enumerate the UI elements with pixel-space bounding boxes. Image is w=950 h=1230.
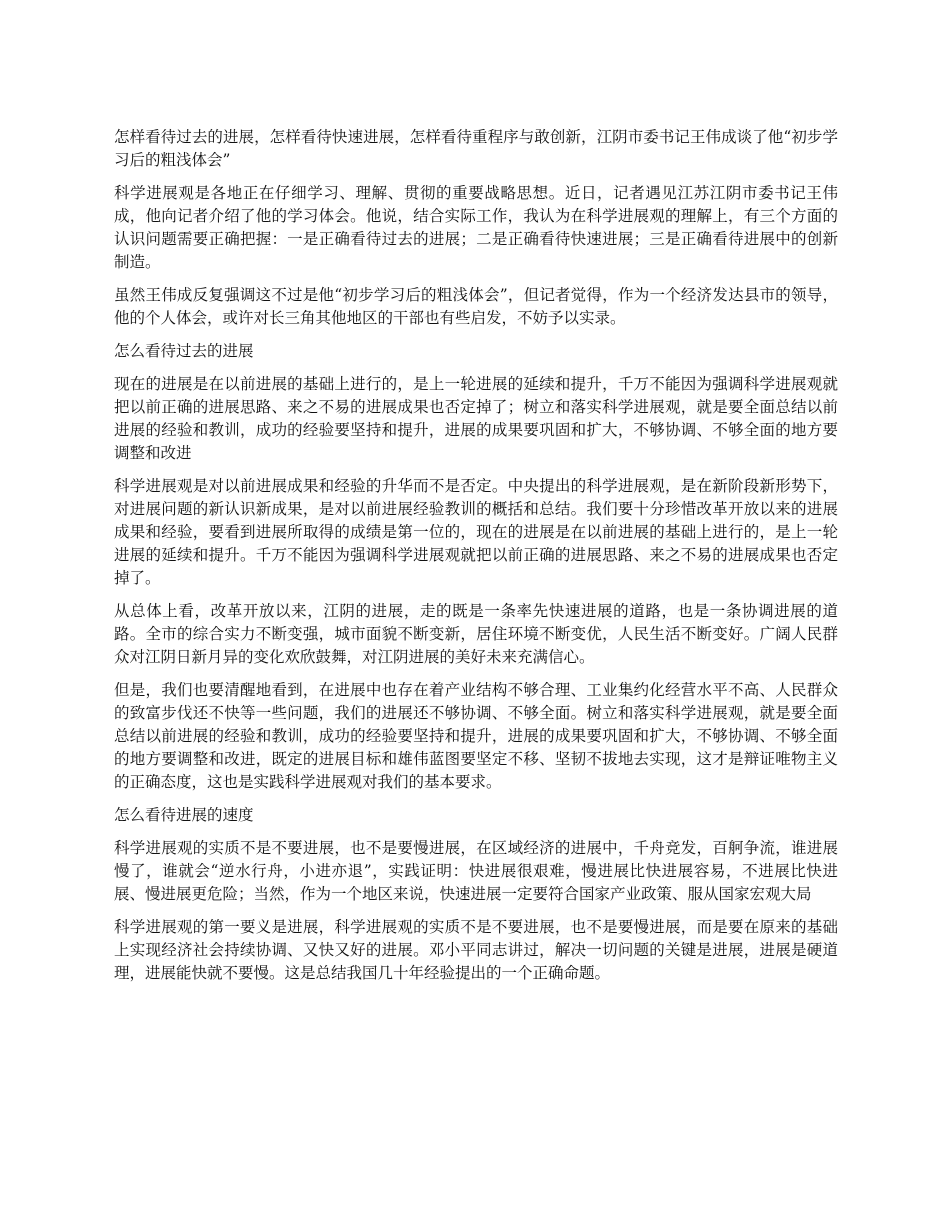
article-lead: 怎样看待过去的进展，怎样看待快速进展，怎样看待重程序与敢创新，江阴市委书记王伟成谈了他“初步学习后的粗浅体会” [114,128,838,169]
paragraph: 科学进展观是各地正在仔细学习、理解、贯彻的重要战略思想。近日，记者遇见江苏江阴市委书记王伟成，他向记者介绍了他的学习体会。他说，结合实际工作，我认为在科学进展观的理解上，有三个方面的认识问题需要正确把握：一是正确看待过去的进展；二是正确看待快速进展；三是正确看待进展中的创新制造。 [114,184,838,271]
document-body [114,126,838,995]
section-heading-past-progress: 怎么看待过去的进展 [114,342,254,360]
paragraph: 现在的进展是在以前进展的基础上进行的，是上一轮进展的延续和提升，千万不能因为强调科学进展观就把以前正确的进展思路、来之不易的进展成果也否定掉了；树立和落实科学进展观，就是要全面总结以前进展的经验和教训，成功的经验要坚持和提升，进展的成果要巩固和扩大，不够协调、不够全面的地方要调整和改进 [114,375,838,462]
paragraph: 科学进展观的实质不是不要进展，也不是要慢进展，在区域经济的进展中，千舟竞发，百舸争流，谁进展慢了，谁就会“逆水行舟，小进亦退”，实践证明：快进展很艰难，慢进展比快进展容易，不进展比快进展、慢进展更危险；当然，作为一个地区来说，快速进展一定要符合国家产业政策、服从国家宏观大局 [114,839,838,903]
paragraph: 科学进展观是对以前进展成果和经验的升华而不是否定。中央提出的科学进展观，是在新阶段新形势下，对进展问题的新认识新成果，是对以前进展经验教训的概括和总结。我们要十分珍惜改革开放以来的进展成果和经验，要看到进展所取得的成绩是第一位的，现在的进展是在以前进展的基础上进行的，是上一轮进展的延续和提升。千万不能因为强调科学进展观就把以前正确的进展思路、来之不易的进展成果也否定掉了。 [114,477,838,587]
paragraph: 从总体上看，改革开放以来，江阴的进展，走的既是一条率先快速进展的道路，也是一条协调进展的道路。全市的综合实力不断变强，城市面貌不断变新，居住环境不断变优，人民生活不断变好。广阔人民群众对江阴日新月异的变化欢欣鼓舞，对江阴进展的美好未来充满信心。 [114,602,838,666]
paragraph: 科学进展观的第一要义是进展，科学进展观的实质不是不要进展，也不是要慢进展，而是要在原来的基础上实现经济社会持续协调、又快又好的进展。邓小平同志讲过，解决一切问题的关键是进展，进展是硬道理，进展能快就不要慢。这是总结我国几十年经验提出的一个正确命题。 [114,918,838,982]
paragraph: 但是，我们也要清醒地看到，在进展中也存在着产业结构不够合理、工业集约化经营水平不高、人民群众的致富步伐还不快等一些问题，我们的进展还不够协调、不够全面。树立和落实科学进展观，就是要全面总结以前进展的经验和教训，成功的经验要坚持和提升，进展的成果要巩固和扩大，不够协调、不够全面的地方要调整和改进，既定的进展目标和雄伟蓝图要坚定不移、坚韧不拔地去实现，这才是辩证唯物主义的正确态度，这也是实践科学进展观对我们的基本要求。 [114,681,838,791]
paragraph: 虽然王伟成反复强调这不过是他“初步学习后的粗浅体会”，但记者觉得，作为一个经济发达县市的领导，他的个人体会，或许对长三角其他地区的干部也有些启发，不妨予以实录。 [114,286,838,327]
section-heading-progress-speed: 怎么看待进展的速度 [114,806,254,824]
